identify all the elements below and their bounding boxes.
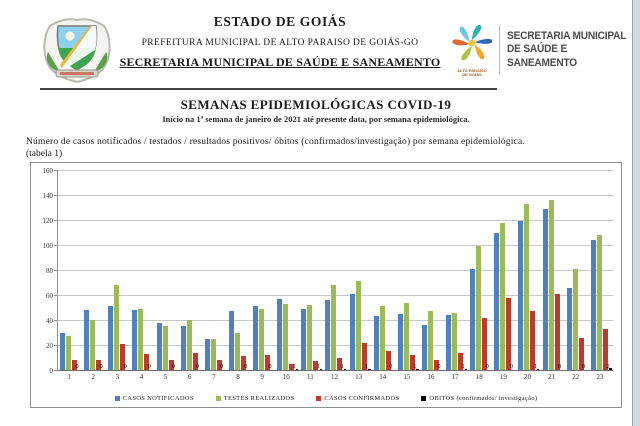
week-bar-cluster <box>492 170 516 370</box>
bar-casos <box>446 315 451 370</box>
y-axis-tick-label: 140 <box>42 191 53 200</box>
bar-testes <box>307 305 312 370</box>
bar-testes <box>259 309 264 370</box>
week-bar-cluster <box>372 170 396 370</box>
table-reference: (tabela 1) <box>26 149 63 159</box>
obitos-data-label: 1 <box>533 364 537 370</box>
y-axis-tick <box>54 370 58 371</box>
x-axis-tick-label: 6 <box>187 373 192 381</box>
obitos-data-label: 1 <box>340 364 344 370</box>
y-axis-tick-label: 0 <box>49 366 53 375</box>
y-axis-tick-label: 20 <box>46 341 53 350</box>
bar-testes <box>235 333 240 371</box>
obitos-data-label: 0 <box>147 364 151 370</box>
obitos-data-label: 1 <box>461 364 465 370</box>
bar-testes <box>163 326 168 370</box>
week-bar-cluster <box>396 170 420 370</box>
plot-area <box>57 170 613 371</box>
x-axis-tick-label: 23 <box>596 373 604 381</box>
bar-testes <box>597 235 602 370</box>
x-axis-tick-label: 18 <box>475 373 483 381</box>
logo-wordmark: SECRETARIA MUNICIPAL DE SAÚDE E SANEAMENTO <box>507 29 627 69</box>
bar-casos <box>253 306 258 370</box>
x-axis-tick-label: 16 <box>427 373 435 381</box>
obitos-data-label: 0 <box>196 364 200 370</box>
bar-testes <box>476 246 481 370</box>
report-subtitle: Início na 1ª semana de janeiro de 2021 até presente data, por semana epidemiológica. <box>162 114 470 124</box>
bar-testes <box>114 285 119 370</box>
bar-casos <box>108 306 113 370</box>
x-axis-tick-label: 19 <box>499 373 507 381</box>
bar-casos <box>543 209 548 370</box>
y-axis-tick-label: 120 <box>42 216 53 225</box>
bar-casos <box>84 310 89 370</box>
x-axis-tick-label: 13 <box>355 373 363 381</box>
bar-casos <box>398 314 403 370</box>
bar-testes <box>138 309 143 370</box>
legend-label: TESTES REALIZADOS <box>223 395 295 402</box>
legend-marker-icon <box>216 396 221 401</box>
x-axis-tick-label: 7 <box>212 373 216 381</box>
x-axis-tick-label: 17 <box>451 373 459 381</box>
bar-casos <box>325 300 330 370</box>
municipal-coat-of-arms-icon <box>40 12 114 86</box>
y-axis-tick-label: 60 <box>46 291 53 300</box>
bar-casos <box>374 316 379 370</box>
logo-caption: ALTO PARAÍSO DE GOIÁS <box>457 67 487 77</box>
week-bar-cluster <box>179 170 203 370</box>
x-axis-tick-label: 21 <box>548 373 556 381</box>
legend-marker-icon <box>115 396 120 401</box>
week-bar-cluster <box>516 170 540 370</box>
bar-testes <box>404 303 409 371</box>
obitos-data-label: 0 <box>75 364 79 370</box>
week-bar-cluster <box>565 170 589 370</box>
obitos-data-label: 1 <box>316 364 320 370</box>
logo-divider <box>499 25 500 75</box>
obitos-data-label: 0 <box>437 364 441 370</box>
x-axis-tick-label: 2 <box>91 373 95 381</box>
legend-label: CASOS NOTIFICADOS <box>122 395 194 402</box>
x-axis-tick-label: 5 <box>163 373 168 381</box>
week-bar-cluster <box>348 170 372 370</box>
bar-testes <box>356 281 361 370</box>
legend-label: OBITOS (confirmados/ investigação) <box>429 395 538 402</box>
bar-casos <box>205 339 210 370</box>
health-secretary-logo <box>450 18 630 82</box>
obitos-data-label: 0 <box>123 364 127 370</box>
bar-testes <box>90 320 95 370</box>
bar-testes <box>428 311 433 370</box>
legend-item <box>216 395 295 402</box>
bar-testes <box>331 285 336 370</box>
state-name: ESTADO DE GOIÁS <box>213 14 347 29</box>
org-title-block <box>112 14 448 70</box>
obitos-data-label: 0 <box>244 364 248 370</box>
bar-casos <box>567 288 572 371</box>
legend-label: CASOS CONFIRMADOS <box>324 395 400 402</box>
obitos-data-label: 0 <box>582 364 586 370</box>
bar-testes <box>500 223 505 371</box>
x-axis-tick-label: 22 <box>572 373 580 381</box>
x-axis-tick-label: 3 <box>115 373 120 381</box>
bar-casos <box>181 326 186 370</box>
obitos-data-label: 0 <box>172 364 176 370</box>
x-axis-tick-label: 4 <box>139 373 144 381</box>
x-axis-tick-label: 11 <box>306 373 314 381</box>
bar-testes <box>452 313 457 371</box>
obitos-data-label: 0 <box>558 364 562 370</box>
bar-testes <box>573 269 578 370</box>
bar-testes <box>66 336 71 370</box>
photo-edge-strip <box>632 0 640 426</box>
bar-casos <box>518 221 523 370</box>
legend-item <box>421 395 537 402</box>
week-bar-cluster <box>420 170 444 370</box>
bar-testes <box>524 204 529 370</box>
secretaria-name: SECRETARIA MUNICIPAL DE SAÚDE E SANEAMENTO <box>119 55 441 69</box>
x-axis-tick-label: 8 <box>236 373 240 381</box>
obitos-data-label: 1 <box>413 364 417 370</box>
y-axis-tick-label: 40 <box>46 316 53 325</box>
x-axis-tick-label: 12 <box>331 373 338 381</box>
x-axis-tick-label: 9 <box>260 373 264 381</box>
bar-casos <box>60 333 65 371</box>
week-bar-cluster <box>251 170 275 370</box>
bar-testes <box>283 304 288 370</box>
bar-casos <box>157 323 162 371</box>
week-bar-cluster <box>589 170 613 370</box>
document-header <box>0 10 632 88</box>
header-separator <box>40 88 497 90</box>
bar-casos <box>301 309 306 370</box>
obitos-data-label: 0 <box>268 364 272 370</box>
prefeitura-name: PREFEITURA MUNICIPAL DE ALTO PARAISO DE GOIÁS-GO <box>141 38 419 48</box>
bar-casos <box>506 298 511 371</box>
bar-casos <box>350 294 355 370</box>
bar-casos <box>482 318 487 371</box>
bar-casos <box>277 299 282 370</box>
report-title: SEMANAS EPIDEMIOLÓGICAS COVID-19 <box>180 97 452 112</box>
week-bar-cluster <box>468 170 492 370</box>
week-bar-cluster <box>82 170 106 370</box>
bar-casos <box>555 294 560 370</box>
bar-testes <box>549 200 554 370</box>
starburst-people-icon <box>452 50 492 67</box>
x-axis-tick-label: 10 <box>282 373 290 381</box>
obitos-data-label: 1 <box>365 364 369 370</box>
obitos-data-label: 0 <box>509 364 513 370</box>
bar-casos <box>132 310 137 370</box>
week-bar-cluster <box>541 170 565 370</box>
epidemiological-weeks-bar-chart <box>30 162 622 408</box>
obitos-data-label: 0 <box>485 364 489 370</box>
week-bar-cluster <box>444 170 468 370</box>
week-bar-cluster <box>155 170 179 370</box>
week-bar-cluster <box>299 170 323 370</box>
chart-legend <box>31 395 621 402</box>
bar-testes <box>380 306 385 370</box>
obitos-data-label: 0 <box>389 364 393 370</box>
legend-marker-icon <box>316 396 321 401</box>
obitos-data-label: 0 <box>99 364 103 370</box>
week-bar-cluster <box>227 170 251 370</box>
obitos-data-label: 2 <box>606 364 610 370</box>
bar-casos <box>422 325 427 370</box>
bar-testes <box>211 339 216 370</box>
x-axis-tick-label: 1 <box>67 373 71 381</box>
week-bar-cluster <box>106 170 130 370</box>
x-axis-tick-label: 14 <box>379 373 387 381</box>
bar-casos <box>470 269 475 370</box>
week-bar-cluster <box>58 170 82 370</box>
bar-casos <box>591 240 596 370</box>
legend-item <box>316 395 399 402</box>
week-bar-cluster <box>323 170 347 370</box>
chart-description: Número de casos notificados / testados / resultados positivos/ óbitos (confirmados/investigação) por semana epidemiológica. <box>26 137 525 147</box>
week-bar-cluster <box>130 170 154 370</box>
week-bar-cluster <box>203 170 227 370</box>
bar-testes <box>187 320 192 370</box>
y-axis-tick-label: 160 <box>42 166 53 175</box>
legend-marker-icon <box>421 396 426 401</box>
y-axis-tick-label: 80 <box>46 266 53 275</box>
legend-item <box>115 395 194 402</box>
bar-casos <box>229 311 234 370</box>
bar-casos <box>494 233 499 371</box>
y-axis-tick-label: 100 <box>42 241 53 250</box>
bar-casos <box>530 311 535 370</box>
x-axis-tick-label: 20 <box>524 373 532 381</box>
obitos-data-label: 1 <box>292 364 296 370</box>
obitos-data-label: 0 <box>220 364 224 370</box>
week-bar-cluster <box>275 170 299 370</box>
x-axis-tick-label: 15 <box>403 373 411 381</box>
